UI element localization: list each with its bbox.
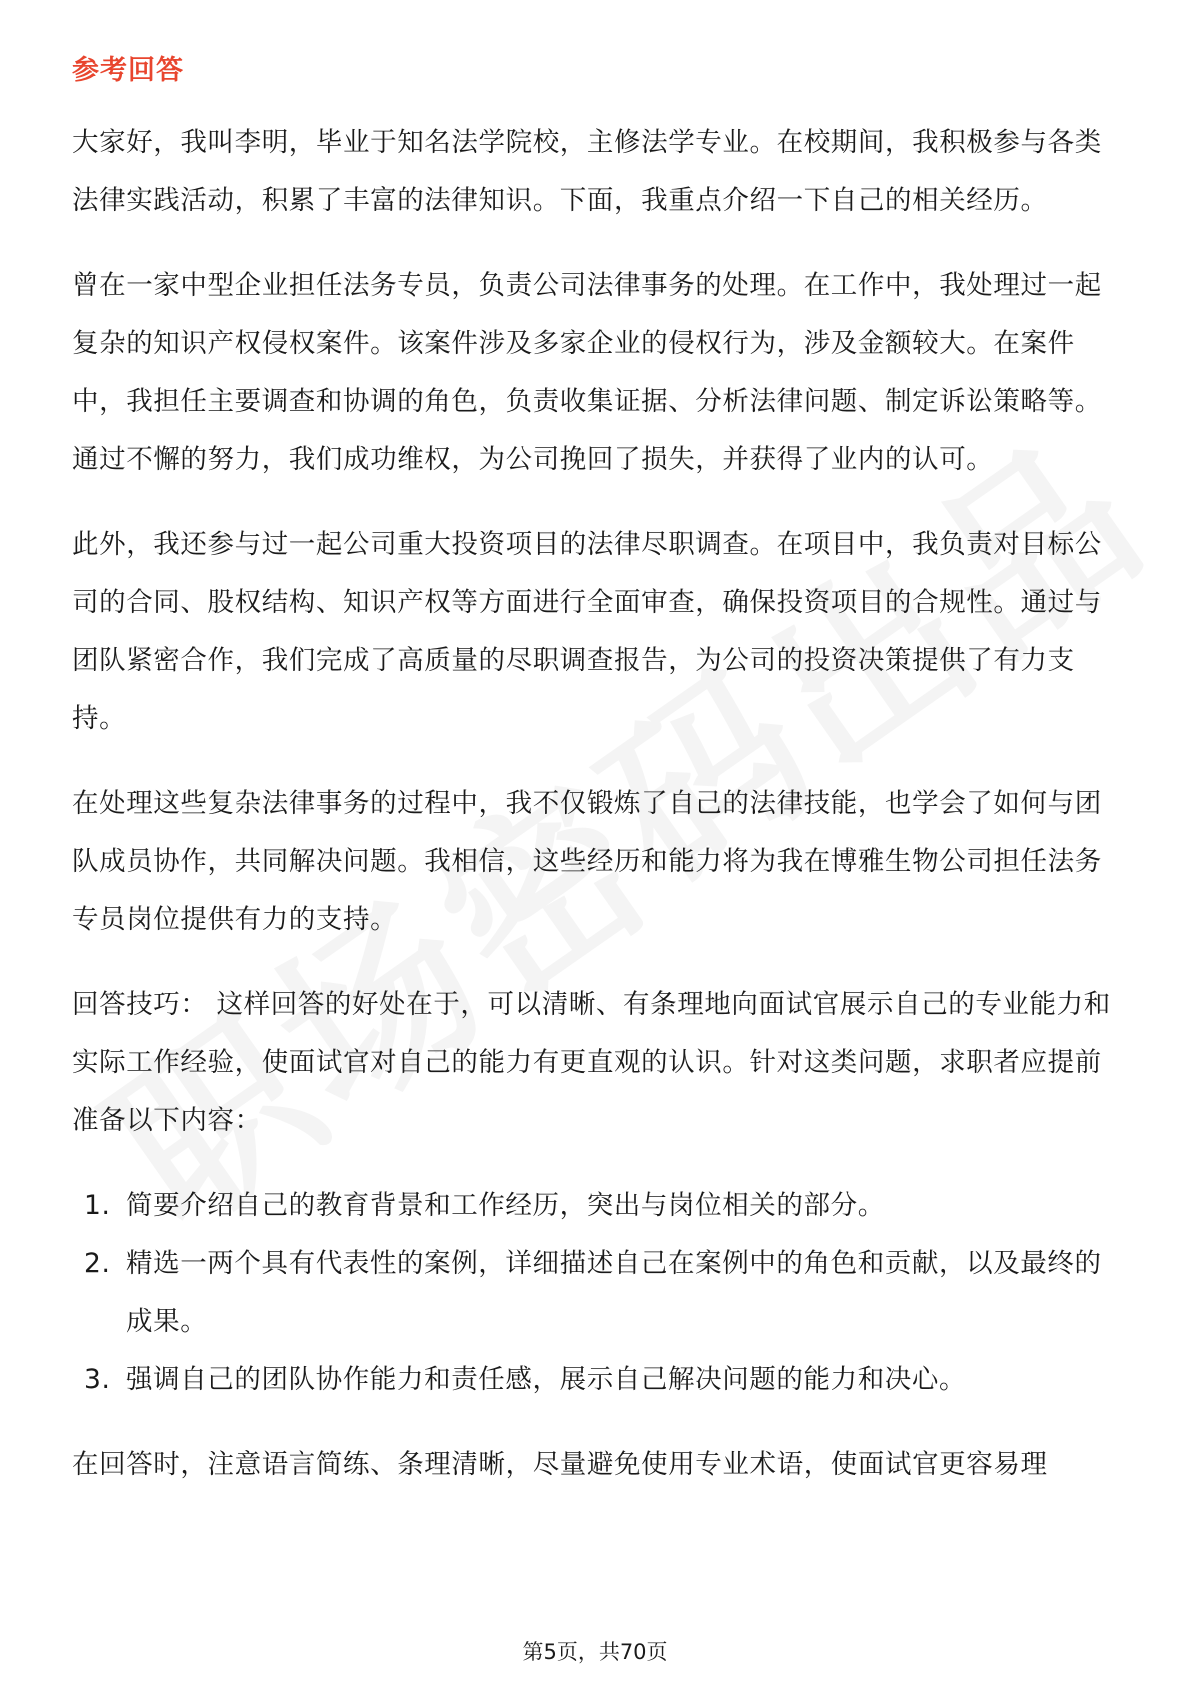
tips-text: 这样回答的好处在于，可以清晰、有条理地向面试官展示自己的专业能力和实际工作经验，使面试官对自己的能力有更直观的认识。针对这类问题，求职者应提前准备以下内容： xyxy=(72,989,1111,1136)
paragraph-closing: 在回答时，注意语言简练、条理清晰，尽量避免使用专业术语，使面试官更容易理 xyxy=(72,1449,1048,1480)
answer-body xyxy=(72,114,1122,1521)
paragraph-intro: 大家好，我叫李明，毕业于知名法学院校，主修法学专业。在校期间，我积极参与各类法律实践活动，积累了丰富的法律知识。下面，我重点介绍一下自己的相关经历。 xyxy=(72,127,1102,216)
page-number: 第5页，共70页 xyxy=(522,1640,668,1664)
tips-label: 回答技巧： xyxy=(72,989,208,1020)
list-item-text: 简要介绍自己的教育背景和工作经历，突出与岗位相关的部分。 xyxy=(126,1190,885,1221)
list-item-number: 3. xyxy=(84,1364,111,1395)
list-item xyxy=(72,1351,1122,1409)
paragraph-experience: 曾在一家中型企业担任法务专员，负责公司法律事务的处理。在工作中，我处理过一起复杂的知识产权侵权案件。该案件涉及多家企业的侵权行为，涉及金额较大。在案件中，我担任主要调查和协调的角色，负责收集证据、分析法律问题、制定诉讼策略等。通过不懈的努力，我们成功维权，为公司挽回了损失，并获得了业内的认可。 xyxy=(72,270,1102,475)
paragraph-due-diligence: 此外，我还参与过一起公司重大投资项目的法律尽职调查。在项目中，我负责对目标公司的合同、股权结构、知识产权等方面进行全面审查，确保投资项目的合规性。通过与团队紧密合作，我们完成了高质量的尽职调查报告，为公司的投资决策提供了有力支持。 xyxy=(72,529,1102,734)
tips-list xyxy=(72,1177,1122,1409)
list-item-number: 1. xyxy=(84,1190,111,1221)
list-item xyxy=(72,1177,1122,1235)
list-item xyxy=(72,1235,1122,1351)
paragraph-summary: 在处理这些复杂法律事务的过程中，我不仅锻炼了自己的法律技能，也学会了如何与团队成员协作，共同解决问题。我相信，这些经历和能力将为我在博雅生物公司担任法务专员岗位提供有力的支持。 xyxy=(72,788,1102,935)
list-item-text: 精选一两个具有代表性的案例，详细描述自己在案例中的角色和贡献，以及最终的成果。 xyxy=(126,1248,1102,1337)
section-heading: 参考回答 xyxy=(72,55,184,86)
list-item-text: 强调自己的团队协作能力和责任感，展示自己解决问题的能力和决心。 xyxy=(126,1364,967,1395)
answer-tips xyxy=(72,976,1122,1150)
list-item-number: 2. xyxy=(84,1248,111,1279)
